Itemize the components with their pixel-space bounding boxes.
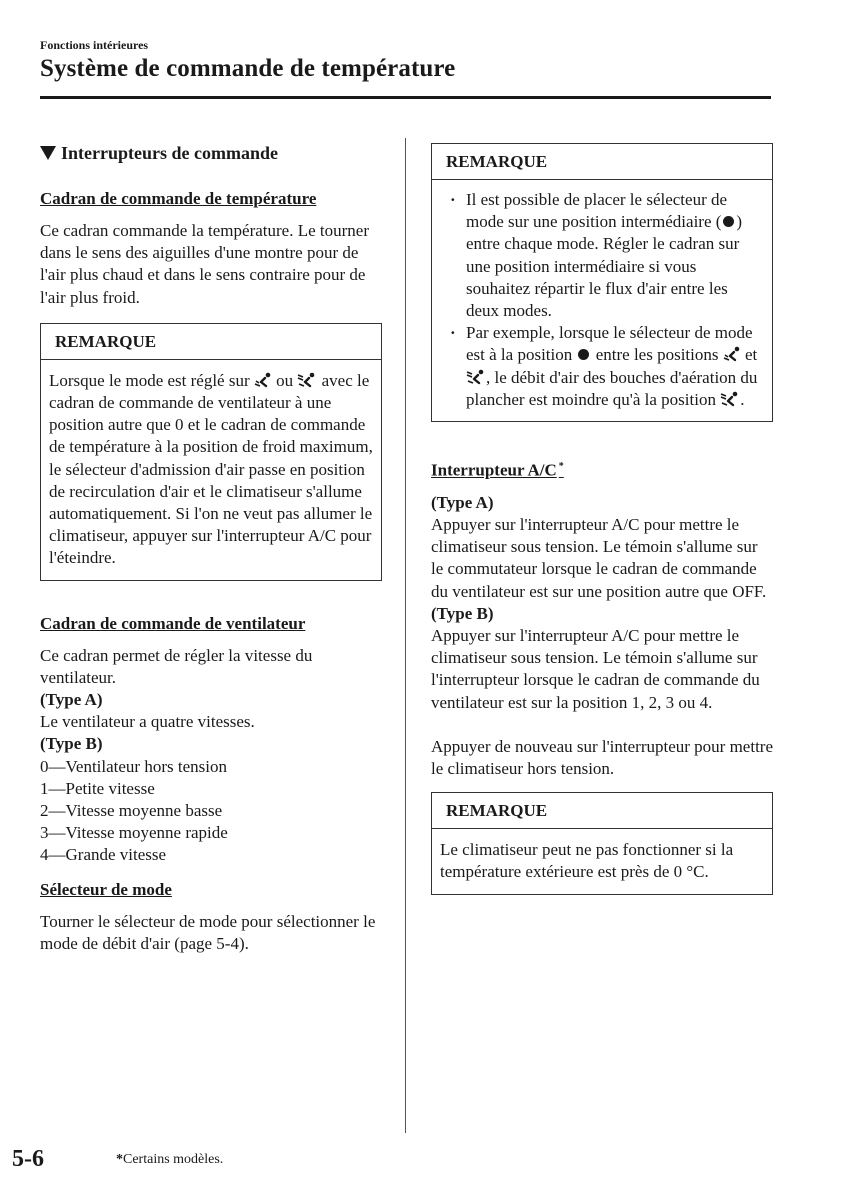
note-mode-part2: avec le cadran de commande de ventilateur à une position autre que 0 et le cadran de commande de température à la position de froid maximum, le sélecteur d'admission d'air passe en position de recirculation d'air et le climatiseur s'allume automatiquement. Si l'on ne veut pas allumer le climatiseur, appuyer sur l'interrupteur A/C pour l'éteindre. (49, 370, 373, 568)
footer-note-text: Certains modèles. (123, 1152, 224, 1167)
ac-type-a-label: (Type A) (431, 492, 494, 512)
floor-defrost-mode-icon (297, 372, 317, 388)
mode-selector-text: Tourner le sélecteur de mode pour sélectionner le mode de débit d'air (page 5-4). (40, 911, 376, 953)
note-title: REMARQUE (41, 324, 381, 360)
triangle-marker-icon (40, 146, 56, 160)
note-mode-or: ou (276, 370, 294, 390)
fan-dial-text: Ce cadran permet de régler la vitesse du ventilateur. (40, 645, 313, 687)
fan-type-a-label: (Type A) (40, 690, 103, 710)
ac-type-b-text: Appuyer sur l'interrupteur A/C pour mettre le climatiseur sous tension. Le témoin s'allume sur l'interrupteur lorsque le cadran de commande du ventilateur est sur la position 1, 2, 3 ou 4. (431, 625, 760, 712)
bullet2-end: . (740, 389, 745, 409)
position-dot-icon (578, 349, 589, 360)
left-column (40, 140, 382, 955)
ac-off-text: Appuyer de nouveau sur l'interrupteur pour mettre le climatiseur hors tension. (431, 736, 774, 778)
ac-type-a-text: Appuyer sur l'interrupteur A/C pour mettre le climatiseur sous tension. Le témoin s'allume sur le commutateur lorsque le cadran de commande du ventilateur est sur une position autre que OFF. (431, 514, 767, 601)
fan-speed-item: 0—Ventilateur hors tension (40, 756, 227, 776)
note-bullet-item (440, 322, 764, 411)
footer-asterisk: * (116, 1152, 123, 1167)
column-divider (405, 138, 406, 1133)
mode-selector-heading: Sélecteur de mode (40, 879, 172, 899)
bullet2-part-b: entre les positions (595, 345, 719, 365)
bullet1-part-b: ) entre chaque mode. Régler le cadran sur une position intermédiaire si vous souhaitez répartir le flux d'air entre les deux modes. (466, 212, 743, 321)
main-heading-text: Interrupteurs de commande (61, 143, 278, 163)
ac-type-b-label: (Type B) (431, 603, 494, 623)
note-mode-part1: Lorsque le mode est réglé sur (49, 370, 250, 390)
fan-dial-heading: Cadran de commande de ventilateur (40, 613, 306, 633)
fan-speed-item: 1—Petite vitesse (40, 778, 155, 798)
bullet1-part-a: Il est possible de placer le sélecteur de mode sur une position intermédiaire ( (466, 190, 728, 232)
note-title: REMARQUE (432, 144, 772, 180)
note-box-mode (40, 323, 382, 581)
ac-switch-asterisk: * (558, 461, 564, 473)
note-bullet-item (440, 189, 764, 322)
bullet2-part-a: Par exemple, lorsque le sélecteur de mode est à la position (466, 323, 753, 365)
footer-note (116, 1152, 223, 1168)
position-dot-icon (723, 216, 734, 227)
bullet2-part-c: , le débit d'air des bouches d'aération du plancher est moindre qu'à la position (466, 367, 758, 409)
page-number: 5-6 (12, 1146, 44, 1172)
fan-speed-list (40, 756, 382, 867)
ac-switch-heading-text: Interrupteur A/C (431, 460, 557, 480)
main-heading (40, 140, 382, 166)
fan-type-a-text: Le ventilateur a quatre vitesses. (40, 712, 255, 732)
fan-type-b-label: (Type B) (40, 734, 103, 754)
note-temperature-text: Le climatiseur peut ne pas fonctionner si la température extérieure est près de 0 °C. (440, 840, 734, 882)
section-label: Fonctions intérieures (40, 38, 149, 52)
fan-speed-item: 3—Vitesse moyenne rapide (40, 823, 228, 843)
floor-defrost-mode-icon (466, 369, 486, 385)
title-rule (40, 96, 771, 99)
note-mode-text (49, 370, 373, 570)
note-title: REMARQUE (432, 793, 772, 829)
temp-dial-heading: Cadran de commande de température (40, 189, 317, 208)
note-bullet-list (440, 189, 764, 411)
fan-speed-item: 4—Grande vitesse (40, 845, 167, 865)
note-box-intermediate (431, 143, 773, 422)
fan-speed-item: 2—Vitesse moyenne basse (40, 801, 223, 821)
ac-switch-heading (431, 456, 773, 482)
floor-mode-icon (254, 372, 272, 388)
temp-dial-text: Ce cadran commande la température. Le tourner dans le sens des aiguilles d'une montre pour de l'air plus chaud et dans le sens contraire pour de l'air plus froid. (40, 221, 369, 307)
note-box-temperature (431, 792, 773, 894)
floor-defrost-mode-icon (720, 391, 740, 407)
page-title: Système de commande de température (40, 55, 456, 82)
floor-mode-icon (723, 346, 741, 362)
right-column (431, 143, 773, 895)
bullet2-and: et (745, 345, 758, 365)
